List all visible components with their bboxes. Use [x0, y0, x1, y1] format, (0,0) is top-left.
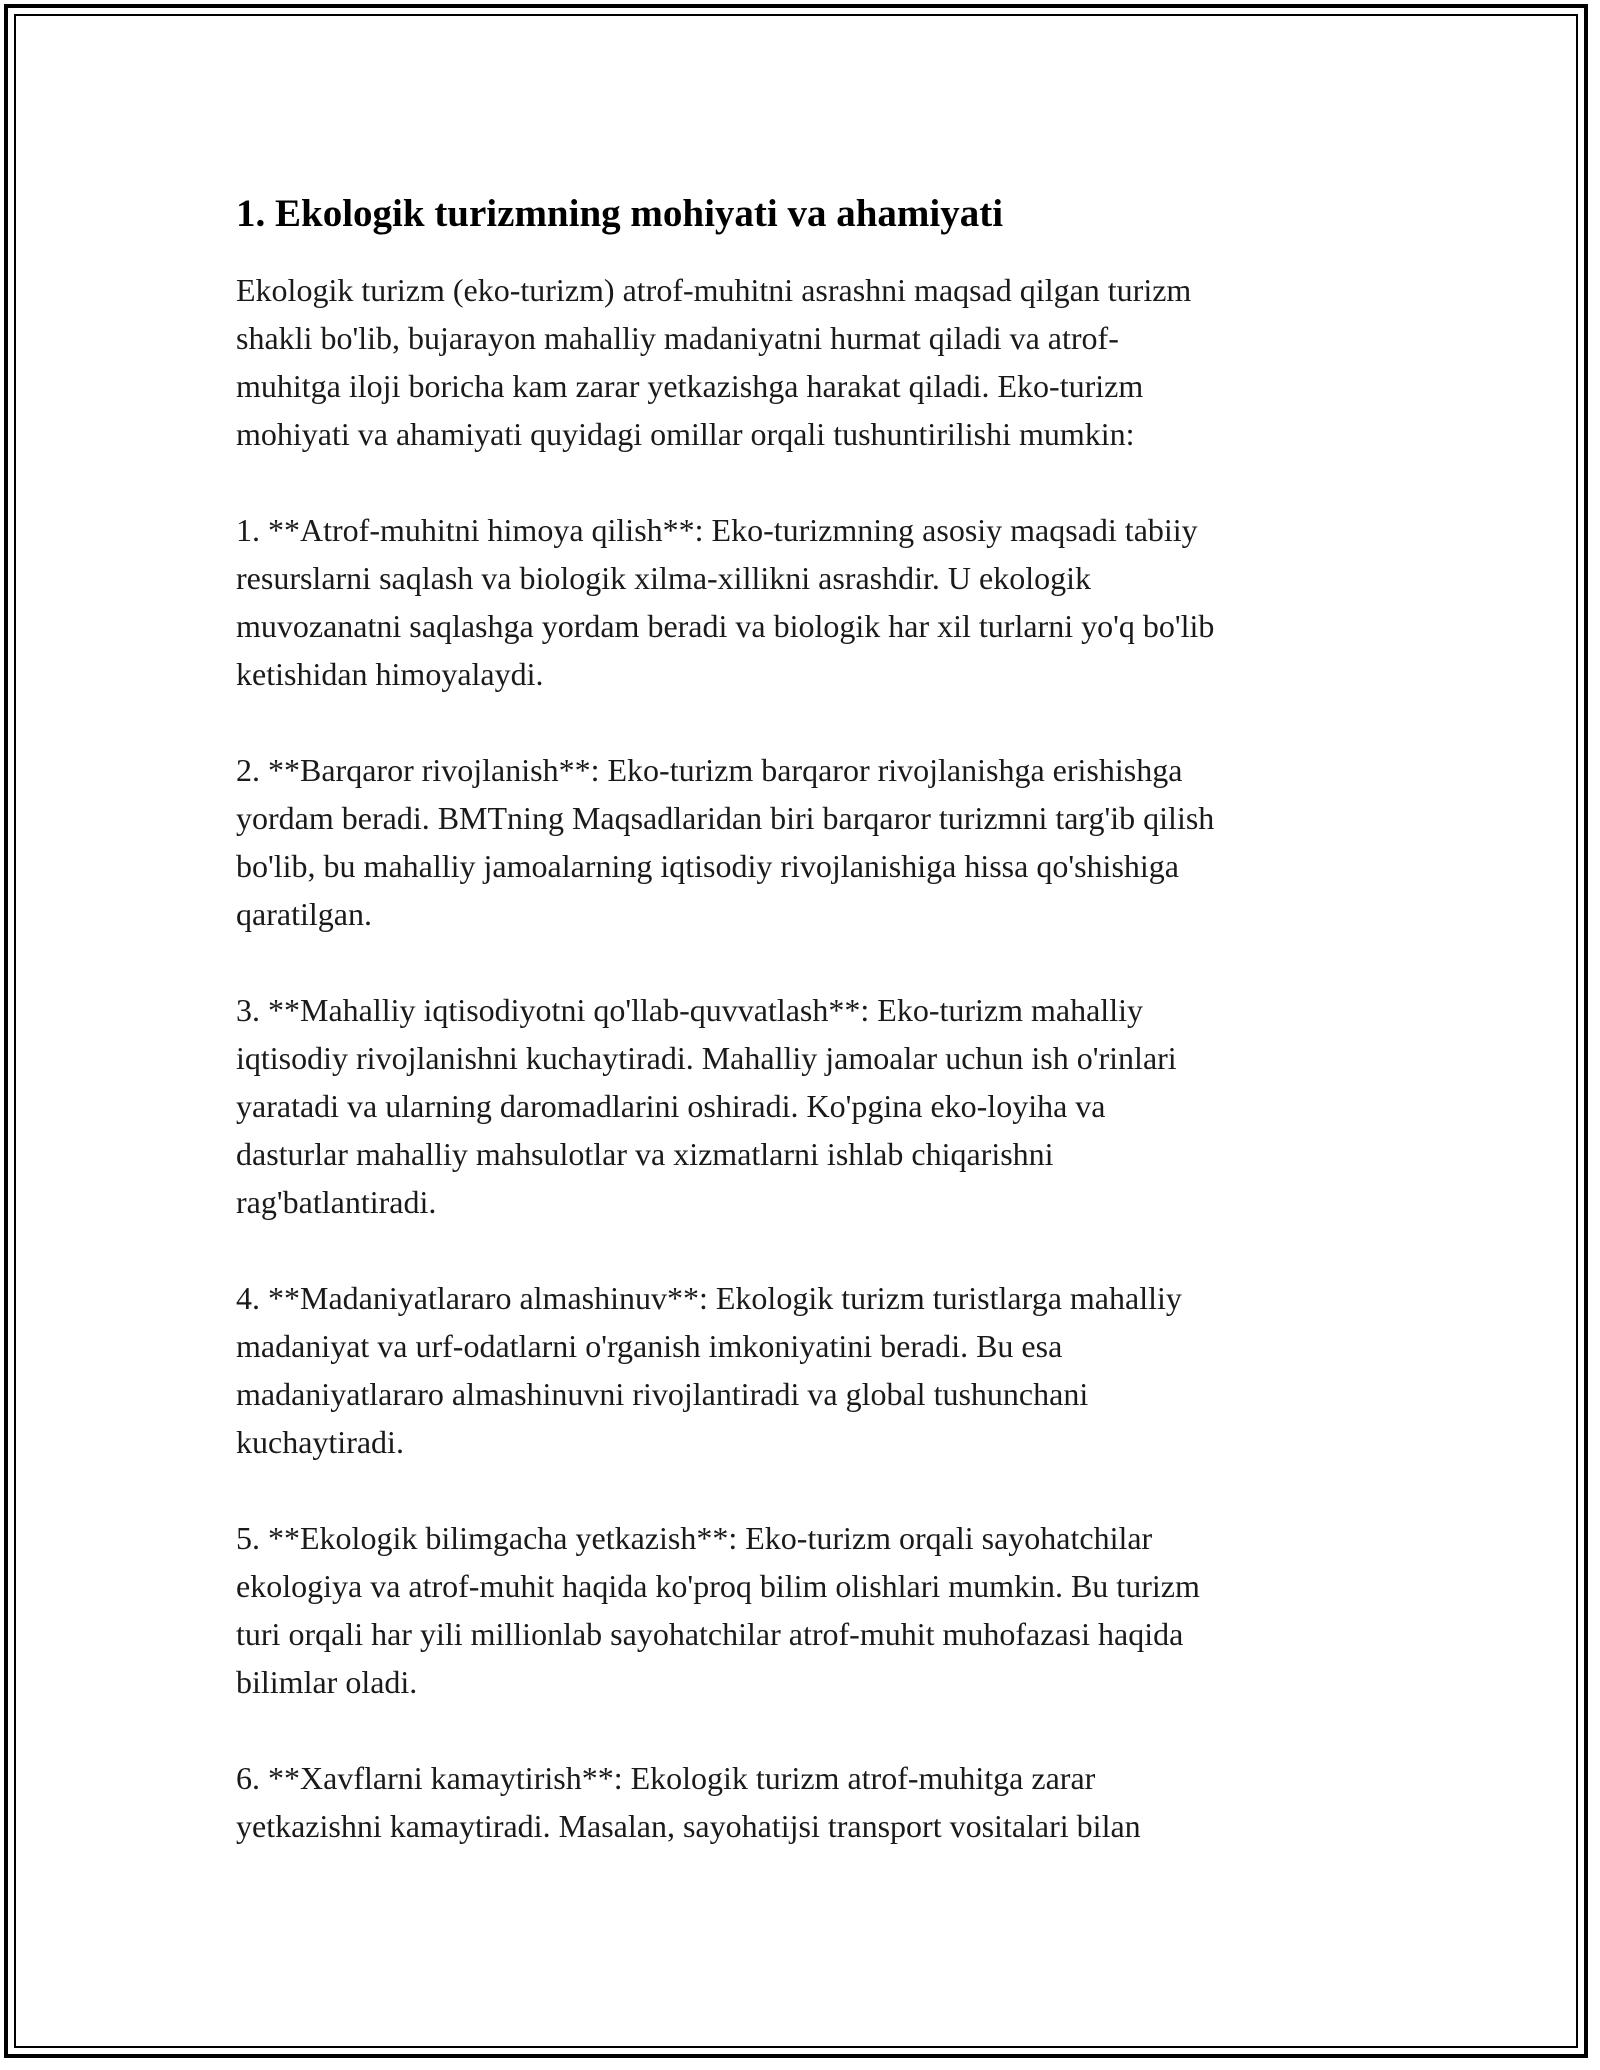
- intro-paragraph: Ekologik turizm (eko-turizm) atrof-muhitni asrashni maqsad qilgan turizm shakli bo'lib, bujarayon mahalliy madaniyatni hurmat qiladi va atrof- muhitga iloji boricha kam zarar yetkazishga harakat qiladi. Eko-turizm mohiyati va ahamiyati quyidagi omillar orqali tushuntirilishi mumkin:: [236, 272, 1192, 452]
- paragraph-point-2: 2. **Barqaror rivojlanish**: Eko-turizm barqaror rivojlanishga erishishga yordam beradi. BMTning Maqsadlaridan biri barqaror turizmni targ'ib qilish bo'lib, bu mahalliy jamoalarning iqtisodiy rivojlanishiga hissa qo'shishiga qaratilgan.: [236, 752, 1215, 932]
- document-body: [236, 186, 1376, 1898]
- paragraph-point-6: 6. **Xavflarni kamaytirish**: Ekologik turizm atrof-muhitga zarar yetkazishni kamaytiradi. Masalan, sayohatijsi transport vositalari bilan: [236, 1760, 1141, 1844]
- section-heading: 1. Ekologik turizmning mohiyati va ahamiyati: [236, 192, 1004, 235]
- paragraph-point-1: 1. **Atrof-muhitni himoya qilish**: Eko-turizmning asosiy maqsadi tabiiy resurslarni saqlash va biologik xilma-xillikni asrashdir. U ekologik muvozanatni saqlashga yordam beradi va biologik har xil turlarni yo'q bo'lib ketishidan himoyalaydi.: [236, 512, 1215, 692]
- paragraph-point-3: 3. **Mahalliy iqtisodiyotni qo'llab-quvvatlash**: Eko-turizm mahalliy iqtisodiy rivojlanishni kuchaytiradi. Mahalliy jamoalar uchun ish o'rinlari yaratadi va ularning daromadlarini oshiradi. Ko'pgina eko-loyiha va dasturlar mahalliy mahsulotlar va xizmatlarni ishlab chiqarishni rag'batlantiradi.: [236, 992, 1177, 1220]
- paragraph-point-5: 5. **Ekologik bilimgacha yetkazish**: Eko-turizm orqali sayohatchilar ekologiya va atrof-muhit haqida ko'proq bilim olishlari mumkin. Bu turizm turi orqali har yili millionlab sayohatchilar atrof-muhit muhofazasi haqida bilimlar oladi.: [236, 1520, 1200, 1700]
- paragraph-point-4: 4. **Madaniyatlararo almashinuv**: Ekologik turizm turistlarga mahalliy madaniyat va urf-odatlarni o'rganish imkoniyatini beradi. Bu esa madaniyatlararo almashinuvni rivojlantiradi va global tushunchani kuchaytiradi.: [236, 1280, 1182, 1460]
